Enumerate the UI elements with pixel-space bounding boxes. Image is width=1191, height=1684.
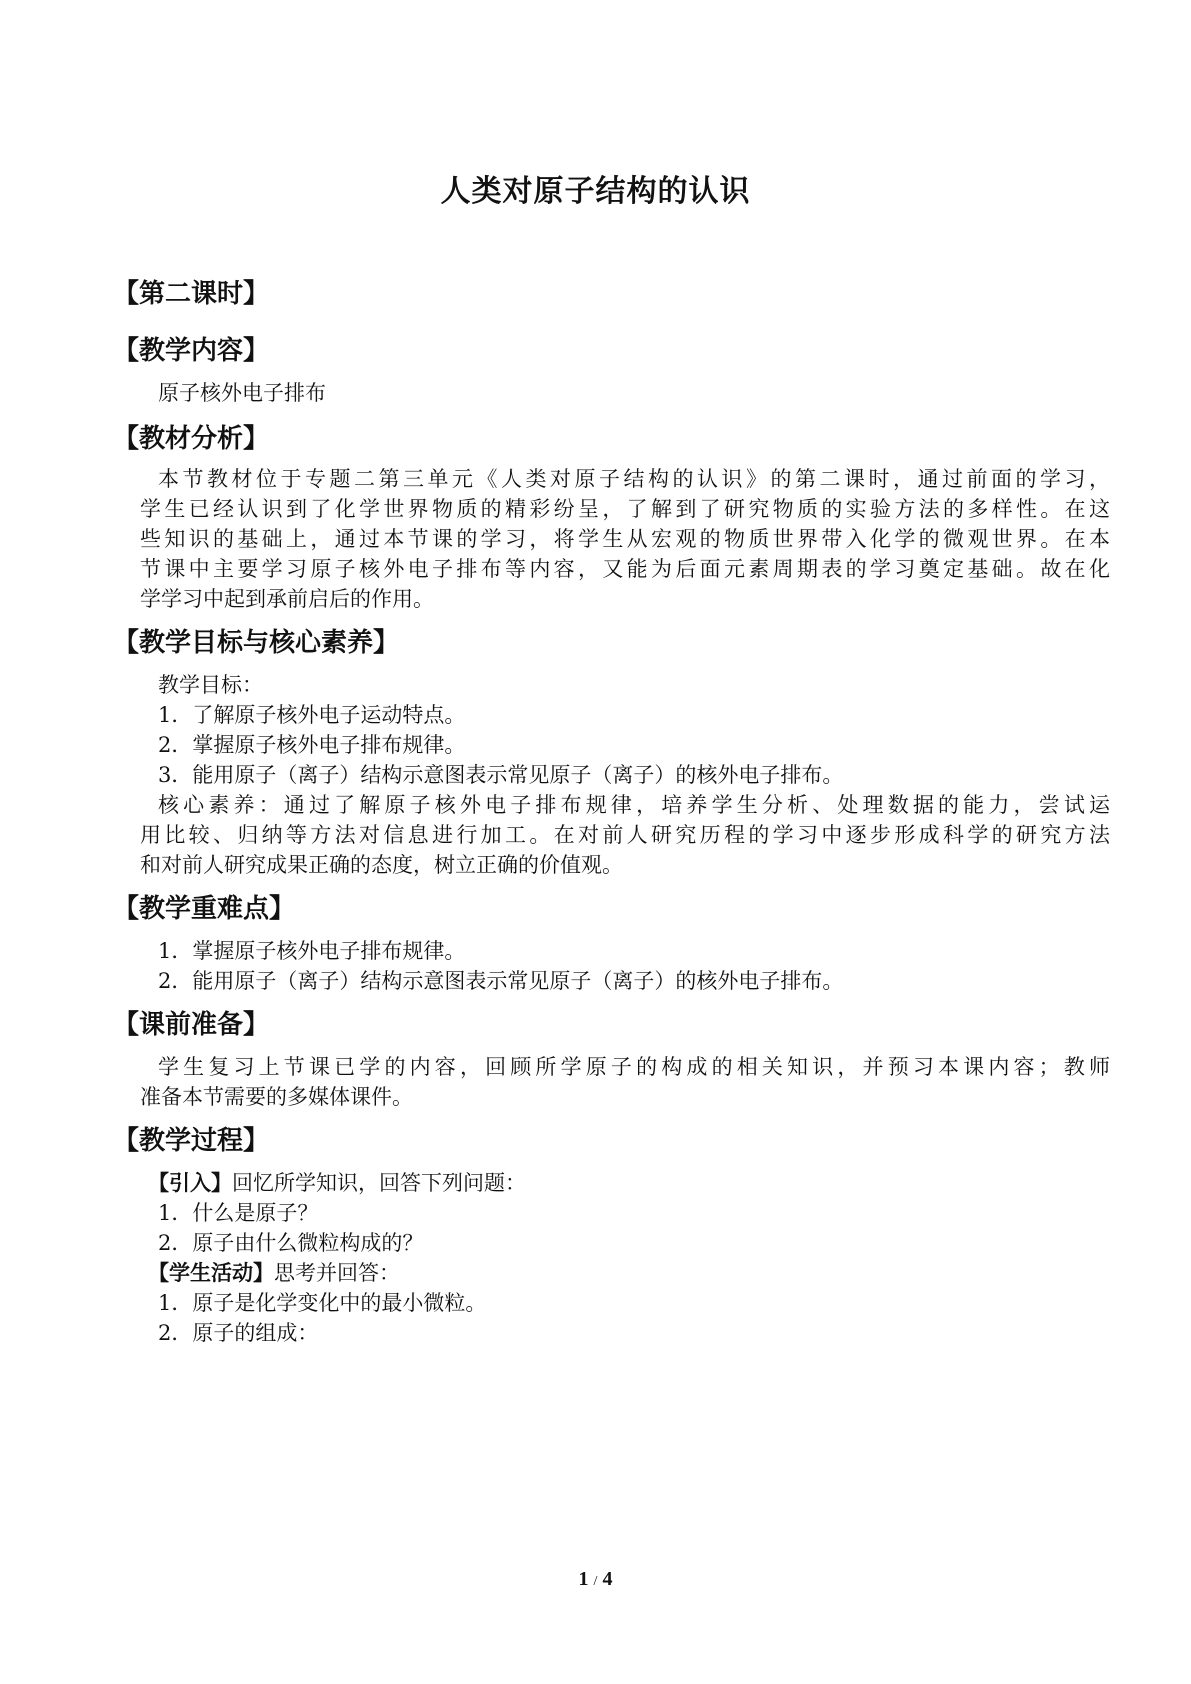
core-literacy-line: 用比较、归纳等方法对信息进行加工。在对前人研究历程的学习中逐步形成科学的研究方法 <box>140 823 1110 847</box>
page-current: 1 <box>578 1568 589 1590</box>
core-literacy-line: 核心素养：通过了解原子核外电子排布规律，培养学生分析、处理数据的能力，尝试运 <box>158 793 1110 817</box>
activity-line <box>148 1258 400 1288</box>
key-point-item: 2．能用原子（离子）结构示意图表示常见原子（离子）的核外电子排布。 <box>158 969 844 993</box>
analysis-line: 学生已经认识到了化学世界物质的精彩纷呈，了解到了研究物质的实验方法的多样性。在这 <box>140 497 1110 521</box>
analysis-line: 些知识的基础上，通过本节课的学习，将学生从宏观的物质世界带入化学的微观世界。在本 <box>140 527 1110 551</box>
goals-label: 教学目标： <box>158 673 263 697</box>
answer-item: 1．原子是化学变化中的最小微粒。 <box>158 1291 487 1315</box>
goal-item: 1．了解原子核外电子运动特点。 <box>158 703 466 727</box>
analysis-line: 节课中主要学习原子核外电子排布等内容，又能为后面元素周期表的学习奠定基础。故在化 <box>140 557 1110 581</box>
preparation-heading: 【课前准备】 <box>113 1010 270 1040</box>
goal-item: 2．掌握原子核外电子排布规律。 <box>158 733 466 757</box>
page-number <box>0 1568 1191 1591</box>
analysis-line: 本节教材位于专题二第三单元《人类对原子结构的认识》的第二课时，通过前面的学习， <box>158 467 1110 491</box>
page-total: 4 <box>602 1568 613 1590</box>
goals-heading: 【教学目标与核心素养】 <box>113 628 400 658</box>
analysis-line: 学学习中起到承前启后的作用。 <box>140 587 434 611</box>
question-item: 1．什么是原子？ <box>158 1201 319 1225</box>
content-heading: 【教学内容】 <box>113 336 270 366</box>
intro-text: 回忆所学知识，回答下列问题： <box>232 1171 526 1195</box>
document-title: 人类对原子结构的认识 <box>440 174 751 209</box>
content-text: 原子核外电子排布 <box>158 381 326 405</box>
intro-tag: 【引入】 <box>148 1171 232 1195</box>
answer-item: 2．原子的组成： <box>158 1321 319 1345</box>
process-heading: 【教学过程】 <box>113 1126 270 1156</box>
activity-tag: 【学生活动】 <box>148 1261 274 1285</box>
question-item: 2．原子由什么微粒构成的？ <box>158 1231 424 1255</box>
activity-text: 思考并回答： <box>274 1261 400 1285</box>
key-point-item: 1．掌握原子核外电子排布规律。 <box>158 939 466 963</box>
core-literacy-line: 和对前人研究成果正确的态度，树立正确的价值观。 <box>140 853 623 877</box>
preparation-line: 学生复习上节课已学的内容，回顾所学原子的构成的相关知识，并预习本课内容；教师 <box>158 1055 1110 1079</box>
preparation-line: 准备本节需要的多媒体课件。 <box>140 1085 413 1109</box>
goal-item: 3．能用原子（离子）结构示意图表示常见原子（离子）的核外电子排布。 <box>158 763 844 787</box>
intro-line <box>148 1168 526 1198</box>
page-separator: / <box>593 1574 598 1589</box>
lesson-heading: 【第二课时】 <box>113 279 270 309</box>
key-points-heading: 【教学重难点】 <box>113 894 296 924</box>
analysis-heading: 【教材分析】 <box>113 424 270 454</box>
